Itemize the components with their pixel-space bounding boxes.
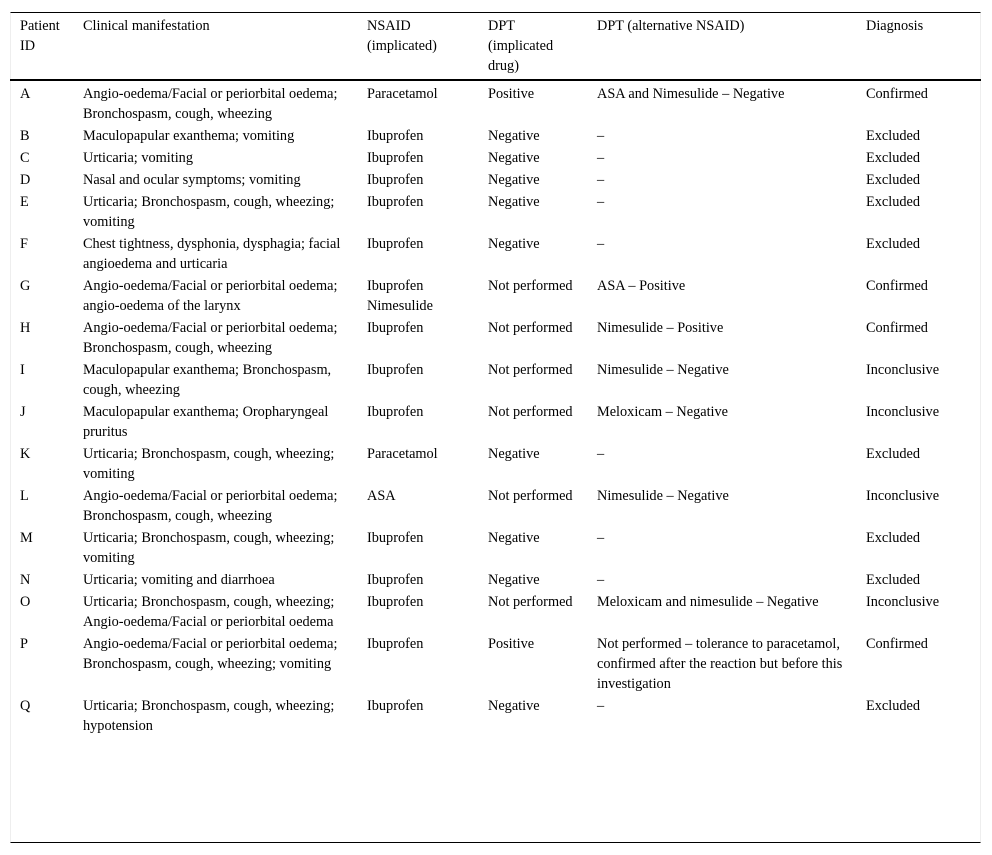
- dpt-alternative-cell: Meloxicam – Negative: [597, 404, 729, 420]
- diagnosis-cell: Inconclusive: [866, 488, 940, 504]
- nsaid-implicated-cell: Ibuprofen: [367, 320, 424, 336]
- dpt-alternative-cell: Meloxicam and nimesulide – Negative: [597, 594, 819, 610]
- patient-id-cell: G: [20, 278, 31, 294]
- table-row: [10, 359, 981, 401]
- dpt-implicated-cell: Not performed: [488, 278, 573, 294]
- dpt-implicated-cell: Negative: [488, 530, 540, 546]
- diagnosis-cell: Excluded: [866, 698, 920, 714]
- patient-id-cell: I: [20, 362, 25, 378]
- table-row: [10, 125, 981, 147]
- table-row: [10, 443, 981, 485]
- table-row: [10, 275, 981, 317]
- patient-id-cell: P: [20, 636, 28, 652]
- diagnosis-cell: Excluded: [866, 150, 920, 166]
- patient-id-cell: B: [20, 128, 30, 144]
- dpt-alternative-cell: –: [597, 572, 605, 588]
- dpt-alternative-cell: Nimesulide – Positive: [597, 320, 724, 336]
- table-row: [10, 695, 981, 737]
- dpt-implicated-cell: Positive: [488, 636, 535, 652]
- patient-id-cell: A: [20, 86, 31, 102]
- patient-id-cell: M: [20, 530, 33, 546]
- diagnosis-cell: Excluded: [866, 128, 920, 144]
- header-patient-id: Patient ID: [20, 18, 60, 54]
- nsaid-implicated-cell: Ibuprofen: [367, 362, 424, 378]
- clinical-manifestation-cell: Nasal and ocular symptoms; vomiting: [83, 172, 301, 188]
- clinical-manifestation-cell: Angio-oedema/Facial or periorbital oedema; angio-oedema of the larynx: [83, 278, 338, 314]
- dpt-implicated-cell: Not performed: [488, 320, 573, 336]
- patient-id-cell: C: [20, 150, 30, 166]
- dpt-alternative-cell: Nimesulide – Negative: [597, 362, 729, 378]
- patient-id-cell: O: [20, 594, 31, 610]
- nsaid-implicated-cell: Ibuprofen: [367, 698, 424, 714]
- header-row: [10, 13, 981, 80]
- clinical-manifestation-cell: Maculopapular exanthema; vomiting: [83, 128, 295, 144]
- table-row: [10, 527, 981, 569]
- dpt-implicated-cell: Not performed: [488, 488, 573, 504]
- nsaid-implicated-cell: Ibuprofen: [367, 530, 424, 546]
- patient-id-cell: E: [20, 194, 29, 210]
- diagnosis-cell: Excluded: [866, 194, 920, 210]
- header-diagnosis: Diagnosis: [866, 18, 924, 34]
- nsaid-implicated-cell: Ibuprofen: [367, 236, 424, 252]
- dpt-alternative-cell: –: [597, 150, 605, 166]
- clinical-manifestation-cell: Angio-oedema/Facial or periorbital oedema; Bronchospasm, cough, wheezing; vomiting: [83, 636, 338, 672]
- nsaid-implicated-cell: ASA: [367, 488, 396, 504]
- table-row: [10, 233, 981, 275]
- clinical-manifestation-cell: Angio-oedema/Facial or periorbital oedema; Bronchospasm, cough, wheezing: [83, 320, 338, 356]
- nsaid-implicated-cell: Paracetamol: [367, 86, 438, 102]
- diagnosis-cell: Inconclusive: [866, 404, 940, 420]
- clinical-manifestation-cell: Urticaria; Bronchospasm, cough, wheezing; hypotension: [83, 698, 335, 734]
- table-row: [10, 169, 981, 191]
- clinical-manifestation-cell: Chest tightness, dysphonia, dysphagia; facial angioedema and urticaria: [83, 236, 341, 272]
- patient-id-cell: K: [20, 446, 31, 462]
- nsaid-implicated-cell: Ibuprofen: [367, 404, 424, 420]
- table-row: [10, 591, 981, 633]
- diagnosis-cell: Confirmed: [866, 278, 928, 294]
- table-row: [10, 147, 981, 169]
- clinical-manifestation-cell: Urticaria; vomiting and diarrhoea: [83, 572, 275, 588]
- diagnosis-cell: Excluded: [866, 530, 920, 546]
- dpt-implicated-cell: Negative: [488, 236, 540, 252]
- table-header: [10, 13, 981, 80]
- dpt-alternative-cell: Nimesulide – Negative: [597, 488, 729, 504]
- dpt-implicated-cell: Negative: [488, 128, 540, 144]
- dpt-implicated-cell: Negative: [488, 698, 540, 714]
- dpt-alternative-cell: –: [597, 172, 605, 188]
- dpt-alternative-cell: –: [597, 698, 605, 714]
- diagnosis-cell: Confirmed: [866, 320, 928, 336]
- table-body: [10, 80, 981, 737]
- header-clinical-manifestation: Clinical manifestation: [83, 18, 210, 34]
- nsaid-implicated-cell: Ibuprofen: [367, 572, 424, 588]
- table-row: [10, 569, 981, 591]
- table-row: [10, 401, 981, 443]
- diagnosis-cell: Inconclusive: [866, 594, 940, 610]
- diagnosis-cell: Excluded: [866, 446, 920, 462]
- nsaid-implicated-cell: Ibuprofen: [367, 172, 424, 188]
- diagnosis-cell: Excluded: [866, 236, 920, 252]
- dpt-implicated-cell: Not performed: [488, 594, 573, 610]
- nsaid-implicated-cell: Ibuprofen: [367, 594, 424, 610]
- patient-id-cell: D: [20, 172, 31, 188]
- diagnosis-cell: Excluded: [866, 172, 920, 188]
- header-dpt-alternative: DPT (alternative NSAID): [597, 18, 745, 34]
- dpt-implicated-cell: Negative: [488, 446, 540, 462]
- dpt-alternative-cell: ASA – Positive: [597, 278, 686, 294]
- dpt-alternative-cell: –: [597, 194, 605, 210]
- diagnosis-cell: Confirmed: [866, 86, 928, 102]
- dpt-implicated-cell: Positive: [488, 86, 535, 102]
- patient-table: [10, 13, 981, 737]
- dpt-alternative-cell: Not performed – tolerance to paracetamol, confirmed after the reaction but before this investigation: [597, 636, 843, 692]
- dpt-implicated-cell: Negative: [488, 194, 540, 210]
- dpt-alternative-cell: –: [597, 446, 605, 462]
- nsaid-implicated-cell: Ibuprofen: [367, 194, 424, 210]
- patient-id-cell: J: [20, 404, 26, 420]
- clinical-manifestation-cell: Urticaria; Bronchospasm, cough, wheezing; vomiting: [83, 446, 335, 482]
- nsaid-implicated-cell: Paracetamol: [367, 446, 438, 462]
- dpt-implicated-cell: Not performed: [488, 362, 573, 378]
- clinical-manifestation-cell: Urticaria; Bronchospasm, cough, wheezing; vomiting: [83, 530, 335, 566]
- patient-id-cell: Q: [20, 698, 31, 714]
- header-nsaid-implicated: NSAID (implicated): [367, 18, 437, 54]
- clinical-manifestation-cell: Maculopapular exanthema; Bronchospasm, cough, wheezing: [83, 362, 332, 398]
- clinical-manifestation-cell: Angio-oedema/Facial or periorbital oedema; Bronchospasm, cough, wheezing: [83, 488, 338, 524]
- diagnosis-cell: Excluded: [866, 572, 920, 588]
- clinical-manifestation-cell: Urticaria; vomiting: [83, 150, 193, 166]
- nsaid-implicated-cell: Ibuprofen: [367, 636, 424, 652]
- clinical-manifestation-cell: Urticaria; Bronchospasm, cough, wheezing; vomiting: [83, 194, 335, 230]
- diagnosis-cell: Confirmed: [866, 636, 928, 652]
- table-row: [10, 317, 981, 359]
- dpt-alternative-cell: –: [597, 128, 605, 144]
- clinical-manifestation-cell: Urticaria; Bronchospasm, cough, wheezing; Angio-oedema/Facial or periorbital oedema: [83, 594, 335, 630]
- table-row: [10, 633, 981, 695]
- clinical-manifestation-cell: Angio-oedema/Facial or periorbital oedema; Bronchospasm, cough, wheezing: [83, 86, 338, 122]
- dpt-implicated-cell: Not performed: [488, 404, 573, 420]
- header-dpt-implicated: DPT (implicated drug): [488, 18, 554, 74]
- patient-id-cell: L: [20, 488, 29, 504]
- patient-id-cell: N: [20, 572, 31, 588]
- dpt-implicated-cell: Negative: [488, 150, 540, 166]
- nsaid-implicated-cell: Ibuprofen: [367, 128, 424, 144]
- dpt-alternative-cell: –: [597, 236, 605, 252]
- diagnosis-cell: Inconclusive: [866, 362, 940, 378]
- dpt-implicated-cell: Negative: [488, 172, 540, 188]
- dpt-implicated-cell: Negative: [488, 572, 540, 588]
- table-row: [10, 485, 981, 527]
- nsaid-implicated-cell: Ibuprofen Nimesulide: [367, 278, 433, 314]
- clinical-manifestation-cell: Maculopapular exanthema; Oropharyngeal pruritus: [83, 404, 329, 440]
- table-row: [10, 80, 981, 125]
- dpt-alternative-cell: ASA and Nimesulide – Negative: [597, 86, 785, 102]
- patient-id-cell: F: [20, 236, 28, 252]
- dpt-alternative-cell: –: [597, 530, 605, 546]
- table-row: [10, 191, 981, 233]
- nsaid-implicated-cell: Ibuprofen: [367, 150, 424, 166]
- patient-id-cell: H: [20, 320, 31, 336]
